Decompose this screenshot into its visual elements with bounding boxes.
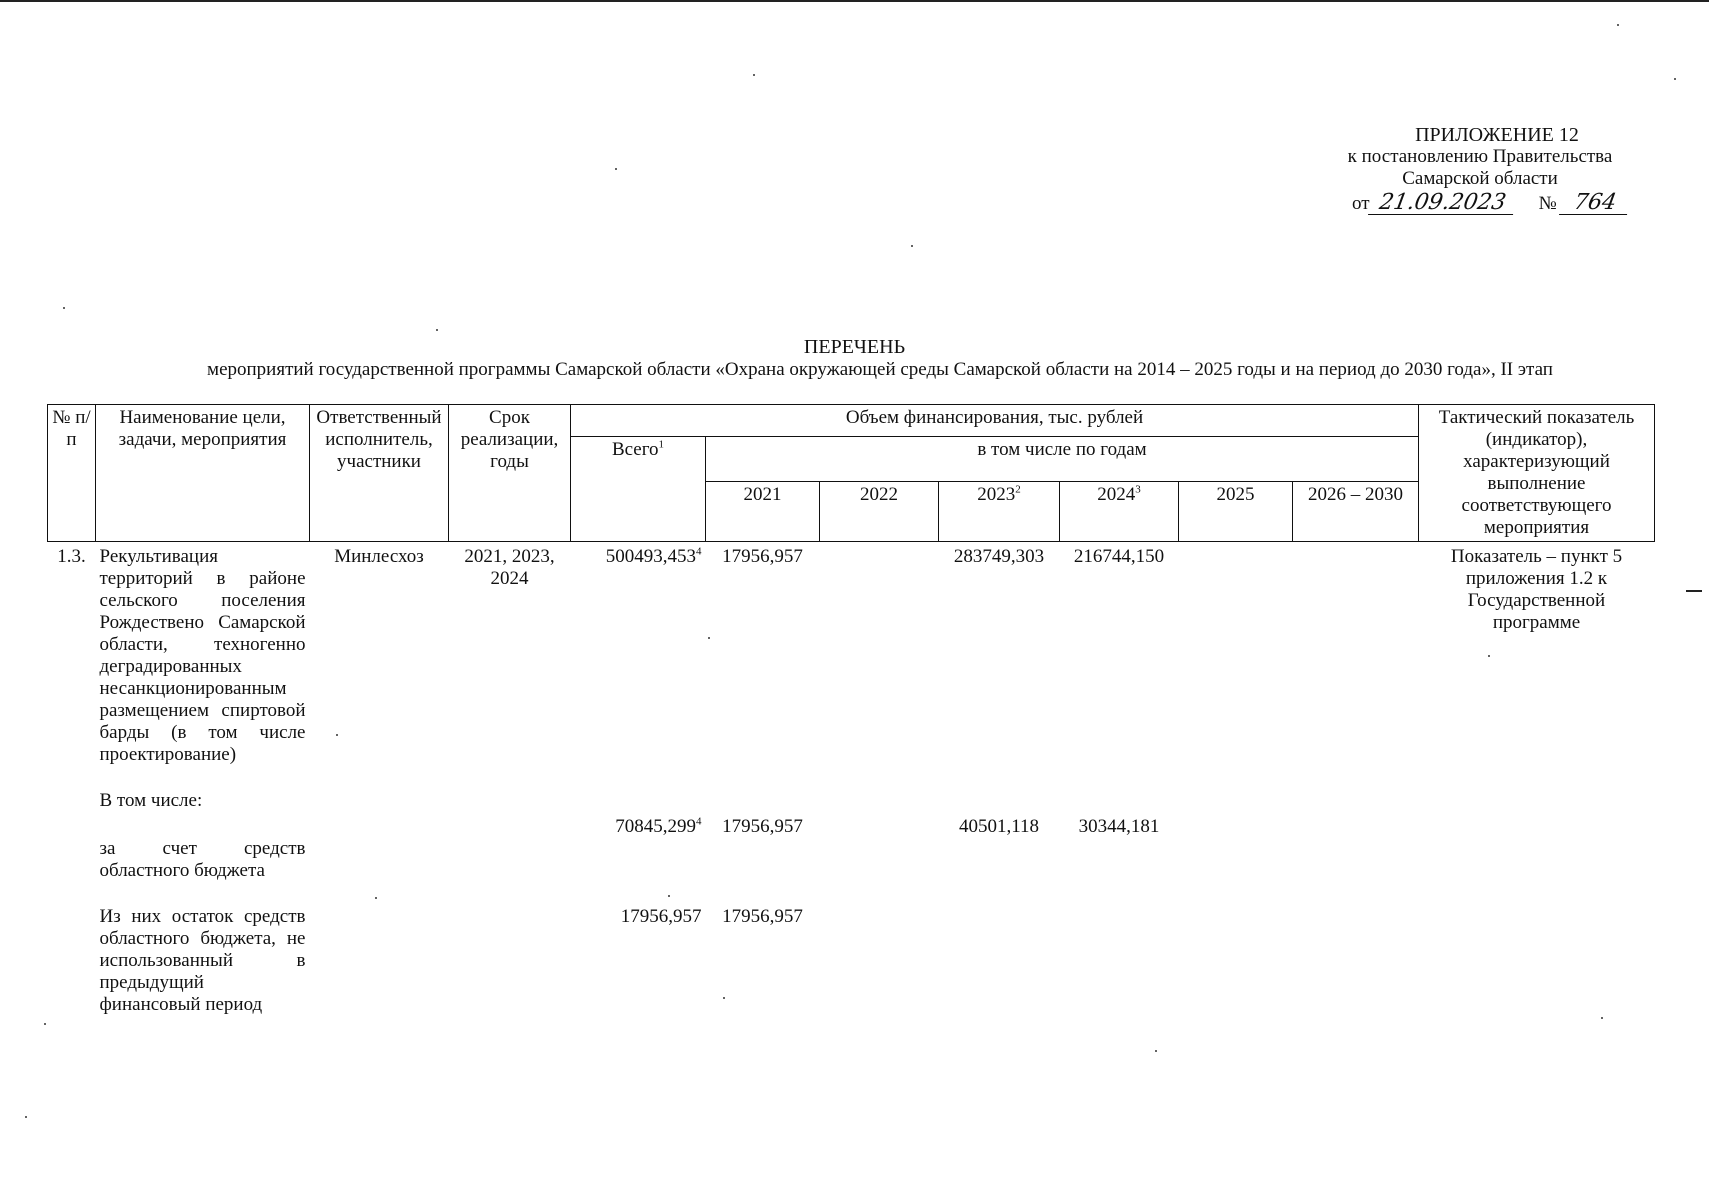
appendix-line-2: Самарской области: [1402, 168, 1558, 189]
table-row-including: [48, 790, 1655, 812]
appendix-date-line: [1330, 192, 1630, 215]
scan-speck: [1617, 24, 1619, 26]
header-total: [571, 437, 706, 542]
scan-speck: [615, 168, 617, 170]
remainder-2021: 17956,957: [722, 906, 803, 927]
year-sup: 3: [1135, 483, 1141, 496]
regional-2021: 17956,957: [722, 816, 803, 837]
scan-speck: [44, 1023, 46, 1025]
appendix-line-1: к постановлению Правительства: [1347, 146, 1613, 167]
header-num: № п/п: [48, 405, 96, 542]
header-total-label: Всего: [611, 439, 659, 460]
header-total-sup: 1: [658, 438, 665, 451]
scan-speck: [723, 997, 725, 999]
header-name: Наименование цели, задачи, мероприятия: [96, 405, 310, 542]
number-prefix: №: [1538, 193, 1557, 214]
year-label: 2024: [1097, 484, 1136, 505]
spacer-row: [48, 882, 1655, 906]
remainder-name: Из них остаток средств областного бюджета, не использованный в предыдущий финансовый период: [99, 906, 306, 1015]
document-title: ПЕРЕЧЕНЬ: [803, 336, 906, 358]
table-row-regional: [48, 812, 1655, 882]
cell-2022: [820, 542, 939, 767]
header-by-years: в том числе по годам: [706, 437, 1419, 482]
regional-total-value: 70845,299: [615, 816, 696, 837]
header-year-2023: [939, 482, 1060, 542]
regional-total: [571, 812, 706, 882]
cell-indicator: Показатель – пункт 5 приложения 1.2 к Государственной программе: [1450, 546, 1623, 633]
date-prefix: от: [1352, 193, 1370, 214]
header-year-2026-2030: [1293, 482, 1419, 542]
cell-name: Рекультивация территорий в районе сельского поселения Рождествено Самарской области, техногенно деградированных несанкционированным размещением спиртовой барды (в том числе проектирование): [99, 546, 306, 765]
cell-2026-2030: [1293, 542, 1419, 767]
header-year-2024: [1060, 482, 1179, 542]
cell-executor: Минлесхоз: [334, 546, 424, 567]
cell-total-value: 500493,453: [605, 546, 696, 567]
cell-2025: [1179, 542, 1293, 767]
scan-speck: [63, 307, 65, 309]
cell-term: 2021, 2023, 2024: [464, 546, 555, 589]
program-table: [47, 404, 1655, 1016]
margin-dash: [1686, 590, 1702, 592]
header-indicator: Тактический показатель (индикатор), характеризующий выполнение соответствующего мероприятия: [1419, 405, 1655, 542]
scan-speck: [1674, 78, 1676, 80]
scan-speck: [436, 329, 438, 331]
regional-name: за счет средств областного бюджета: [99, 838, 306, 881]
year-sup: 2: [1015, 483, 1021, 496]
header-year-2025: [1179, 482, 1293, 542]
header-year-2021: [706, 482, 820, 542]
scan-speck: [1155, 1050, 1157, 1052]
spacer-row: [48, 766, 1655, 790]
top-edge-line: [0, 0, 1709, 2]
including-label: В том числе:: [99, 790, 203, 811]
cell-num: 1.3.: [57, 546, 86, 567]
cell-total-sup: 4: [696, 545, 702, 558]
cell-2024: 216744,150: [1073, 546, 1165, 567]
remainder-total: 17956,957: [620, 906, 702, 927]
header-funding: Объем финансирования, тыс. рублей: [571, 405, 1419, 437]
year-label: 2025: [1216, 484, 1255, 505]
year-label: 2026 – 2030: [1308, 484, 1403, 505]
header-executor: Ответственный исполнитель, участники: [310, 405, 449, 542]
header-term: Срок реализации, годы: [449, 405, 571, 542]
scan-speck: [708, 637, 710, 639]
scan-speck: [25, 1116, 27, 1118]
table-row-main: [48, 542, 1655, 767]
scan-speck: [911, 245, 913, 247]
appendix-block: [1330, 124, 1630, 215]
scan-speck: [375, 897, 377, 899]
scan-speck: [753, 74, 755, 76]
scan-speck: [668, 895, 670, 897]
document-subtitle: мероприятий государственной программы Самарской области «Охрана окружающей среды Самарской области на 2014 – 2025 годы и на период до 2030 года», II этап: [207, 359, 1553, 380]
appendix-title: ПРИЛОЖЕНИЕ 12: [1415, 124, 1579, 146]
handwritten-number: 764: [1559, 192, 1631, 215]
handwritten-date: 21.09.2023: [1368, 192, 1517, 215]
scan-speck: [1488, 655, 1490, 657]
regional-2024: 30344,181: [1078, 816, 1160, 837]
header-year-2022: [820, 482, 939, 542]
year-label: 2021: [743, 484, 782, 505]
cell-2023: 283749,303: [953, 546, 1045, 567]
scan-speck: [1601, 1017, 1603, 1019]
year-label: 2022: [860, 484, 898, 505]
scan-speck: [336, 734, 338, 736]
cell-total: [571, 542, 706, 767]
regional-total-sup: 4: [696, 815, 702, 828]
table-row-remainder: [48, 906, 1655, 1016]
regional-2023: 40501,118: [958, 816, 1040, 837]
cell-2021: 17956,957: [722, 546, 803, 567]
year-label: 2023: [977, 484, 1016, 505]
